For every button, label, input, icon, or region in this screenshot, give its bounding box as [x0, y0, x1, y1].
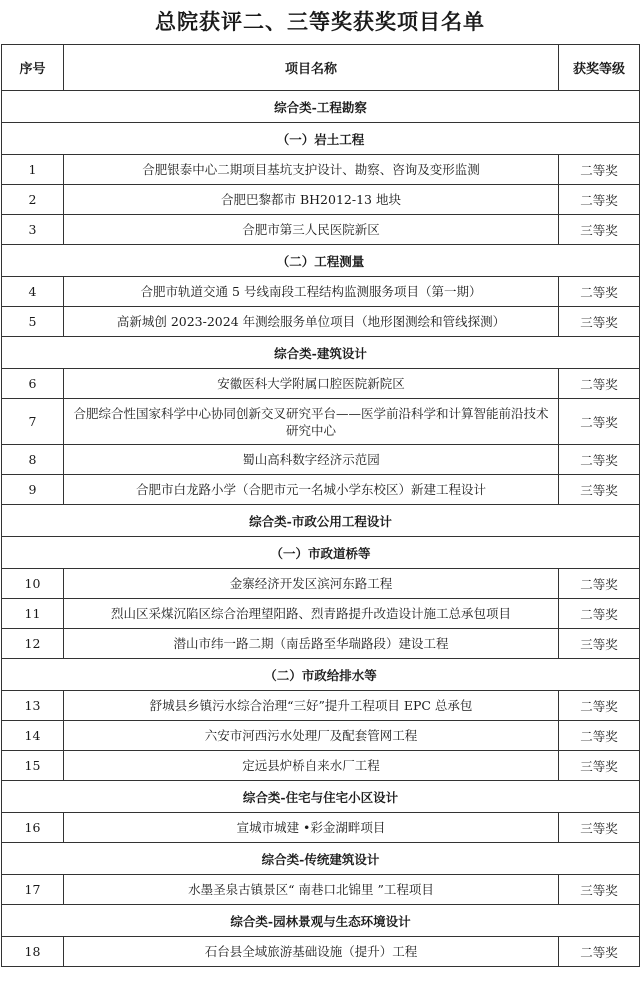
project-name: 石台县全域旅游基础设施（提升）工程	[64, 937, 559, 967]
award-grade: 二等奖	[559, 721, 640, 751]
table-row	[2, 155, 640, 185]
table-row	[2, 569, 640, 599]
category-label: 综合类-工程勘察	[2, 91, 640, 123]
project-name: 六安市河西污水处理厂及配套管网工程	[64, 721, 559, 751]
category-label: 综合类-建筑设计	[2, 337, 640, 369]
subcategory-label: （二）市政给排水等	[2, 659, 640, 691]
award-grade: 三等奖	[559, 751, 640, 781]
subcategory-label: （一）市政道桥等	[2, 537, 640, 569]
award-grade: 二等奖	[559, 155, 640, 185]
subcategory-label: （一）岩土工程	[2, 123, 640, 155]
table-row	[2, 813, 640, 843]
project-name: 合肥市白龙路小学（合肥市元一名城小学东校区）新建工程设计	[64, 475, 559, 505]
category-row	[2, 905, 640, 937]
award-grade: 二等奖	[559, 691, 640, 721]
project-name: 金寨经济开发区滨河东路工程	[64, 569, 559, 599]
row-number: 16	[2, 813, 64, 843]
table-body	[2, 91, 640, 967]
award-grade: 三等奖	[559, 475, 640, 505]
row-number: 8	[2, 445, 64, 475]
subcategory-label: （二）工程测量	[2, 245, 640, 277]
award-grade: 三等奖	[559, 215, 640, 245]
row-number: 4	[2, 277, 64, 307]
category-label: 综合类-传统建筑设计	[2, 843, 640, 875]
project-name: 宣城市城建 •彩金湖畔项目	[64, 813, 559, 843]
subcategory-row	[2, 123, 640, 155]
table-row	[2, 599, 640, 629]
award-grade: 三等奖	[559, 307, 640, 337]
award-grade: 二等奖	[559, 937, 640, 967]
table-row	[2, 629, 640, 659]
project-name: 安徽医科大学附属口腔医院新院区	[64, 369, 559, 399]
award-grade: 二等奖	[559, 277, 640, 307]
table-row	[2, 721, 640, 751]
table-row	[2, 215, 640, 245]
subcategory-row	[2, 245, 640, 277]
subcategory-row	[2, 537, 640, 569]
project-name: 潜山市纬一路二期（南岳路至华瑞路段）建设工程	[64, 629, 559, 659]
award-grade: 二等奖	[559, 599, 640, 629]
award-grade: 三等奖	[559, 813, 640, 843]
row-number: 14	[2, 721, 64, 751]
row-number: 3	[2, 215, 64, 245]
subcategory-row	[2, 659, 640, 691]
table-row	[2, 445, 640, 475]
award-grade: 三等奖	[559, 875, 640, 905]
table-row	[2, 185, 640, 215]
row-number: 9	[2, 475, 64, 505]
header-grade: 获奖等级	[559, 45, 640, 91]
project-name: 定远县炉桥自来水厂工程	[64, 751, 559, 781]
table-header	[2, 45, 640, 91]
category-row	[2, 337, 640, 369]
category-label: 综合类-园林景观与生态环境设计	[2, 905, 640, 937]
category-row	[2, 781, 640, 813]
row-number: 6	[2, 369, 64, 399]
table-row	[2, 307, 640, 337]
header-name: 项目名称	[64, 45, 559, 91]
table-row	[2, 937, 640, 967]
project-name: 合肥市轨道交通 5 号线南段工程结构监测服务项目（第一期）	[64, 277, 559, 307]
row-number: 13	[2, 691, 64, 721]
project-name: 舒城县乡镇污水综合治理“三好”提升工程项目 EPC 总承包	[64, 691, 559, 721]
row-number: 1	[2, 155, 64, 185]
category-row	[2, 505, 640, 537]
row-number: 11	[2, 599, 64, 629]
project-name: 合肥综合性国家科学中心协同创新交叉研究平台——医学前沿科学和计算智能前沿技术研究中心	[64, 399, 559, 445]
row-number: 18	[2, 937, 64, 967]
award-grade: 二等奖	[559, 185, 640, 215]
category-label: 综合类-市政公用工程设计	[2, 505, 640, 537]
award-grade: 二等奖	[559, 369, 640, 399]
row-number: 7	[2, 399, 64, 445]
table-row	[2, 875, 640, 905]
row-number: 2	[2, 185, 64, 215]
category-row	[2, 91, 640, 123]
project-name: 高新城创 2023-2024 年测绘服务单位项目（地形图测绘和管线探测）	[64, 307, 559, 337]
page-title: 总院获评二、三等奖获奖项目名单	[155, 9, 485, 34]
table-row	[2, 691, 640, 721]
category-label: 综合类-住宅与住宅小区设计	[2, 781, 640, 813]
project-name: 水墨圣泉古镇景区“ 南巷口北锦里 ”工程项目	[64, 875, 559, 905]
project-name: 蜀山高科数字经济示范园	[64, 445, 559, 475]
table-row	[2, 751, 640, 781]
table-row	[2, 277, 640, 307]
award-grade: 三等奖	[559, 629, 640, 659]
category-row	[2, 843, 640, 875]
row-number: 17	[2, 875, 64, 905]
table-row	[2, 369, 640, 399]
award-table	[1, 44, 640, 967]
award-grade: 二等奖	[559, 569, 640, 599]
header-no: 序号	[2, 45, 64, 91]
row-number: 10	[2, 569, 64, 599]
row-number: 12	[2, 629, 64, 659]
project-name: 合肥巴黎都市 BH2012-13 地块	[64, 185, 559, 215]
project-name: 合肥银泰中心二期项目基坑支护设计、勘察、咨询及变形监测	[64, 155, 559, 185]
table-row	[2, 475, 640, 505]
row-number: 5	[2, 307, 64, 337]
award-grade: 二等奖	[559, 445, 640, 475]
project-name: 合肥市第三人民医院新区	[64, 215, 559, 245]
project-name: 烈山区采煤沉陷区综合治理望阳路、烈青路提升改造设计施工总承包项目	[64, 599, 559, 629]
row-number: 15	[2, 751, 64, 781]
award-grade: 二等奖	[559, 399, 640, 445]
table-row	[2, 399, 640, 445]
